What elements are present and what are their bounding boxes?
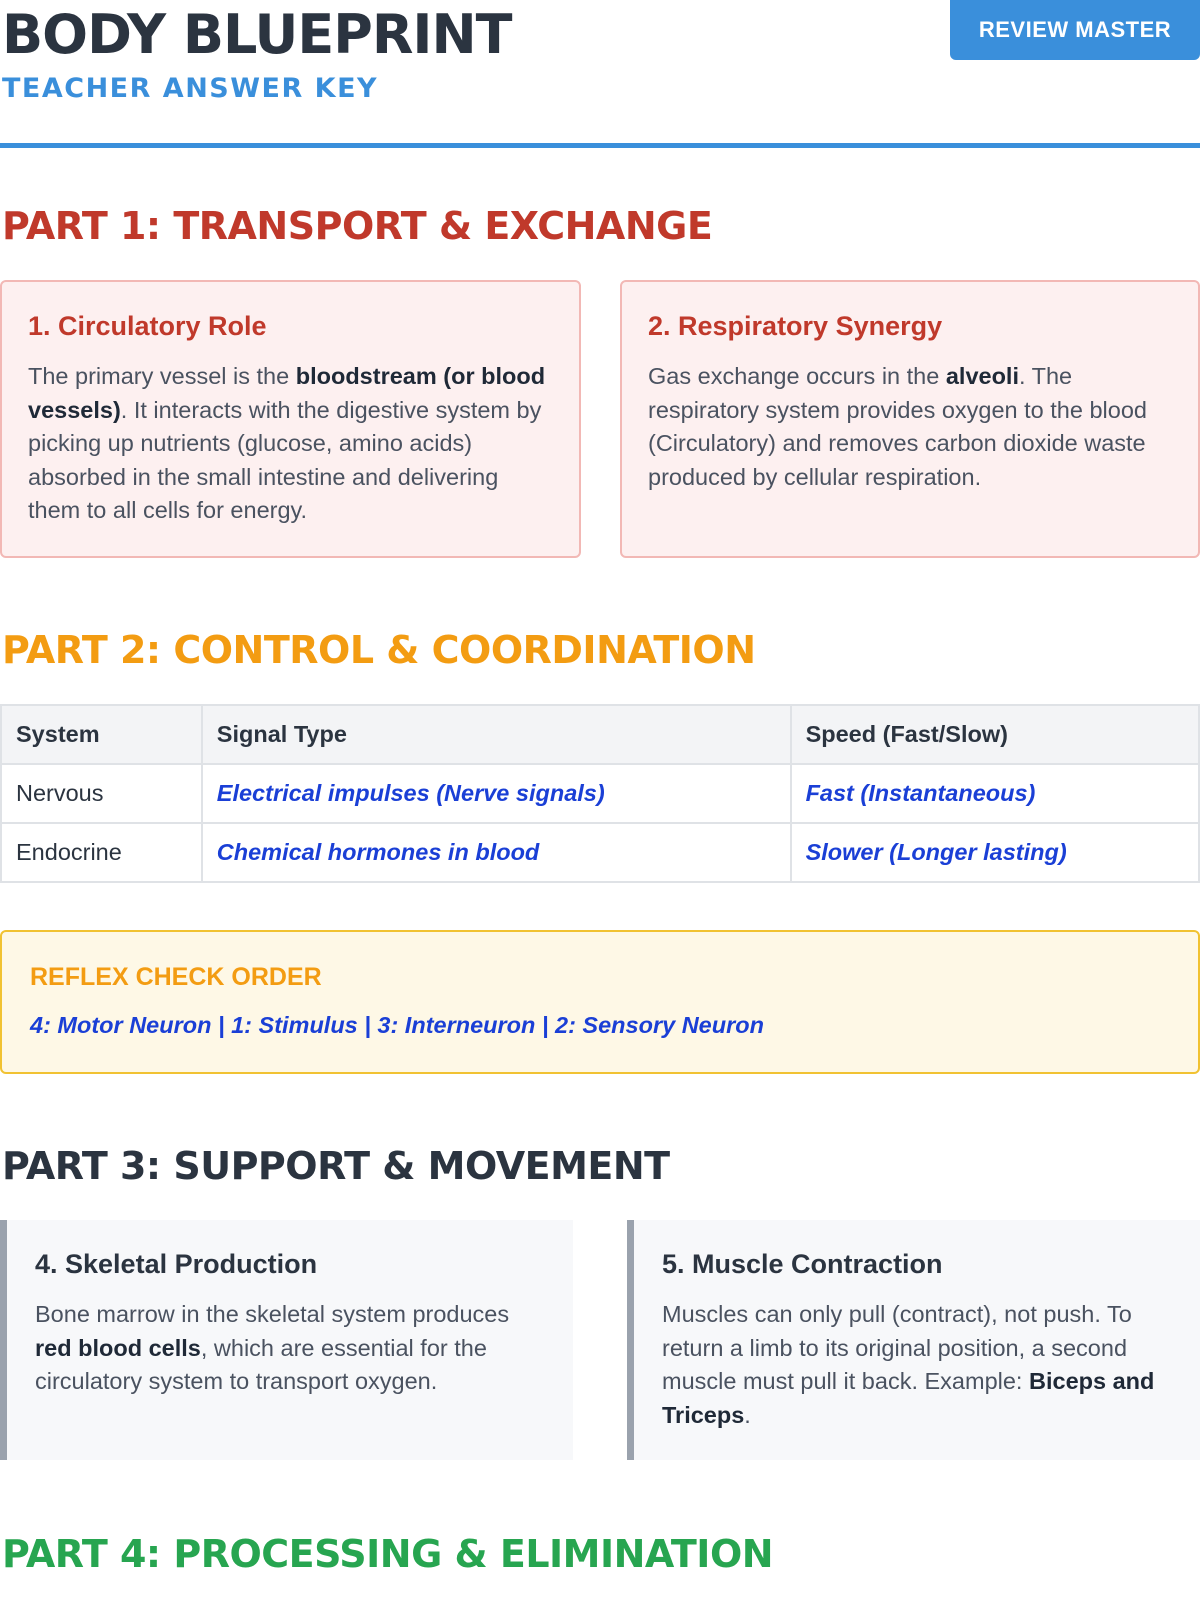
part3-title: PART 3: SUPPORT & MOVEMENT (2, 1144, 670, 1188)
reflex-label: REFLEX CHECK ORDER (30, 963, 322, 991)
signal-cell: Chemical hormones in blood (202, 823, 791, 882)
page-header (0, 0, 1200, 148)
card-heading: 5. Muscle Contraction (662, 1249, 943, 1279)
review-master-button[interactable]: REVIEW MASTER (950, 0, 1200, 60)
part4-title: PART 4: PROCESSING & ELIMINATION (2, 1532, 774, 1576)
speed-cell: Slower (Longer lasting) (791, 823, 1199, 882)
column-header: Signal Type (202, 705, 791, 764)
card-heading: 1. Circulatory Role (28, 311, 267, 341)
card-text: The primary vessel is the bloodstream (or blood vessels). It interacts with the digestive system by picking up nutrients (glucose, amino acids) absorbed in the small intestine and delivering them to all cells for energy. (28, 363, 546, 523)
part1-title: PART 1: TRANSPORT & EXCHANGE (2, 204, 713, 248)
reflex-answer: 4: Motor Neuron | 1: Stimulus | 3: Interneuron | 2: Sensory Neuron (30, 1012, 764, 1038)
table-row (1, 823, 1199, 882)
card-text: Gas exchange occurs in the alveoli. The respiratory system provides oxygen to the blood (Circulatory) and removes carbon dioxide waste produced by cellular respiration. (648, 363, 1147, 490)
page-subtitle: TEACHER ANSWER KEY (2, 73, 379, 104)
page-title: BODY BLUEPRINT (2, 3, 512, 66)
table-row (1, 764, 1199, 823)
reflex-check-box (0, 930, 1200, 1074)
signal-cell: Electrical impulses (Nerve signals) (202, 764, 791, 823)
card-text: Bone marrow in the skeletal system produces red blood cells, which are essential for the circulatory system to transport oxygen. (35, 1301, 510, 1394)
card-heading: 4. Skeletal Production (35, 1249, 318, 1279)
system-cell: Nervous (1, 764, 202, 823)
column-header: System (1, 705, 202, 764)
column-header: Speed (Fast/Slow) (791, 705, 1199, 764)
circulatory-role-card (0, 280, 581, 558)
card-heading: 2. Respiratory Synergy (648, 311, 943, 341)
muscle-contraction-card (627, 1220, 1200, 1460)
respiratory-synergy-card (620, 280, 1200, 558)
part2-title: PART 2: CONTROL & COORDINATION (2, 628, 756, 672)
speed-cell: Fast (Instantaneous) (791, 764, 1199, 823)
signal-table (0, 704, 1200, 883)
system-cell: Endocrine (1, 823, 202, 882)
skeletal-production-card (0, 1220, 573, 1460)
table-header-row (1, 705, 1199, 764)
card-text: Muscles can only pull (contract), not push. To return a limb to its original position, a second muscle must pull it back. Example: Biceps and Triceps. (662, 1301, 1155, 1428)
